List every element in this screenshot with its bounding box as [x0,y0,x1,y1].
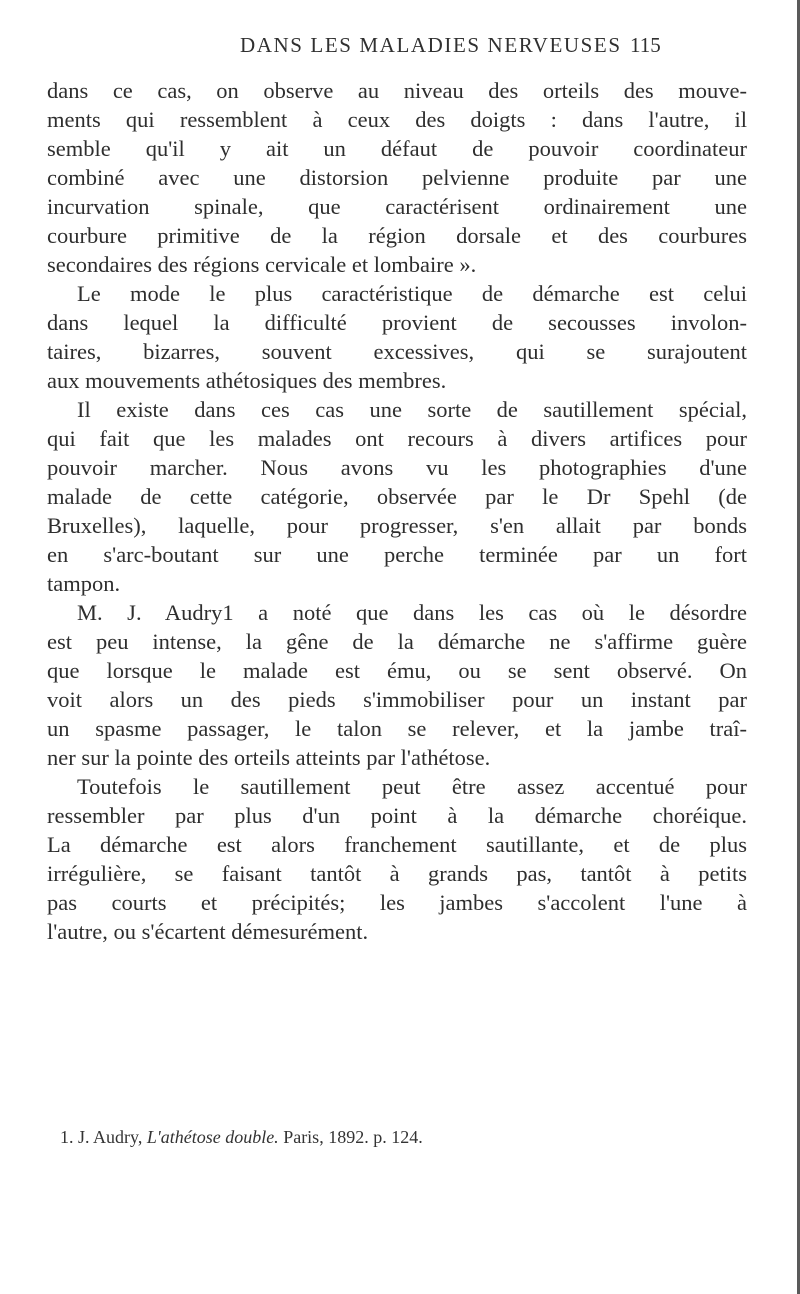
text-line: aux mouvements athétosiques des membres. [47,368,447,393]
text-line: incurvation spinale, que caractérisent ordinairement une [47,194,747,219]
text-line: ressembler par plus d'un point à la démarche choréique. [47,803,747,828]
text-line: tampon. [47,571,121,596]
text-line: combiné avec une distorsion pelvienne produite par une [47,165,747,190]
page-header [0,33,800,63]
footnote [60,1125,750,1149]
text-line: est peu intense, la gêne de la démarche ne s'affirme guère [47,629,747,654]
text-line: l'autre, ou s'écartent démesurément. [47,919,369,944]
text-line: pouvoir marcher. Nous avons vu les photographies d'une [47,455,747,480]
footnote-title: L'athétose double. [146,1127,279,1147]
text-line: Bruxelles), laquelle, pour progresser, s'en allait par bonds [47,513,747,538]
text-line: M. J. Audry1 a noté que dans les cas où le désordre [77,600,747,625]
text-line: ner sur la pointe des orteils atteints par l'athétose. [47,745,491,770]
text-line: La démarche est alors franchement sautillante, et de plus [47,832,747,857]
text-line: qui fait que les malades ont recours à divers artifices pour [47,426,747,451]
text-line: voit alors un des pieds s'immobiliser pour un instant par [47,687,747,712]
text-line: Toutefois le sautillement peut être assez accentué pour [77,774,747,799]
text-line: pas courts et précipités; les jambes s'accolent l'une à [47,890,747,915]
text-line: dans lequel la difficulté provient de secousses involon- [47,310,747,335]
text-line: Il existe dans ces cas une sorte de sautillement spécial, [77,397,747,422]
text-line: malade de cette catégorie, observée par le Dr Spehl (de [47,484,747,509]
body-text [47,76,747,946]
text-line: Le mode le plus caractéristique de démarche est celui [77,281,747,306]
footnote-reference: Paris, 1892. p. 124. [283,1127,423,1147]
text-line: semble qu'il y ait un défaut de pouvoir coordinateur [47,136,747,161]
text-line: courbure primitive de la région dorsale et des courbures [47,223,747,248]
text-line: en s'arc-boutant sur une perche terminée par un fort [47,542,747,567]
text-line: un spasme passager, le talon se relever, et la jambe traî- [47,716,747,741]
text-line: que lorsque le malade est ému, ou se sent observé. On [47,658,747,683]
text-line: taires, bizarres, souvent excessives, qui se surajoutent [47,339,747,364]
text-line: dans ce cas, on observe au niveau des orteils des mouve- [47,78,747,103]
running-title: DANS LES MALADIES NERVEUSES [240,33,622,57]
footnote-marker: 1. J. Audry, [60,1127,143,1147]
page-number: 115 [630,33,661,57]
text-line: secondaires des régions cervicale et lombaire ». [47,252,477,277]
text-line: irrégulière, se faisant tantôt à grands pas, tantôt à petits [47,861,747,886]
text-line: ments qui ressemblent à ceux des doigts : dans l'autre, il [47,107,747,132]
